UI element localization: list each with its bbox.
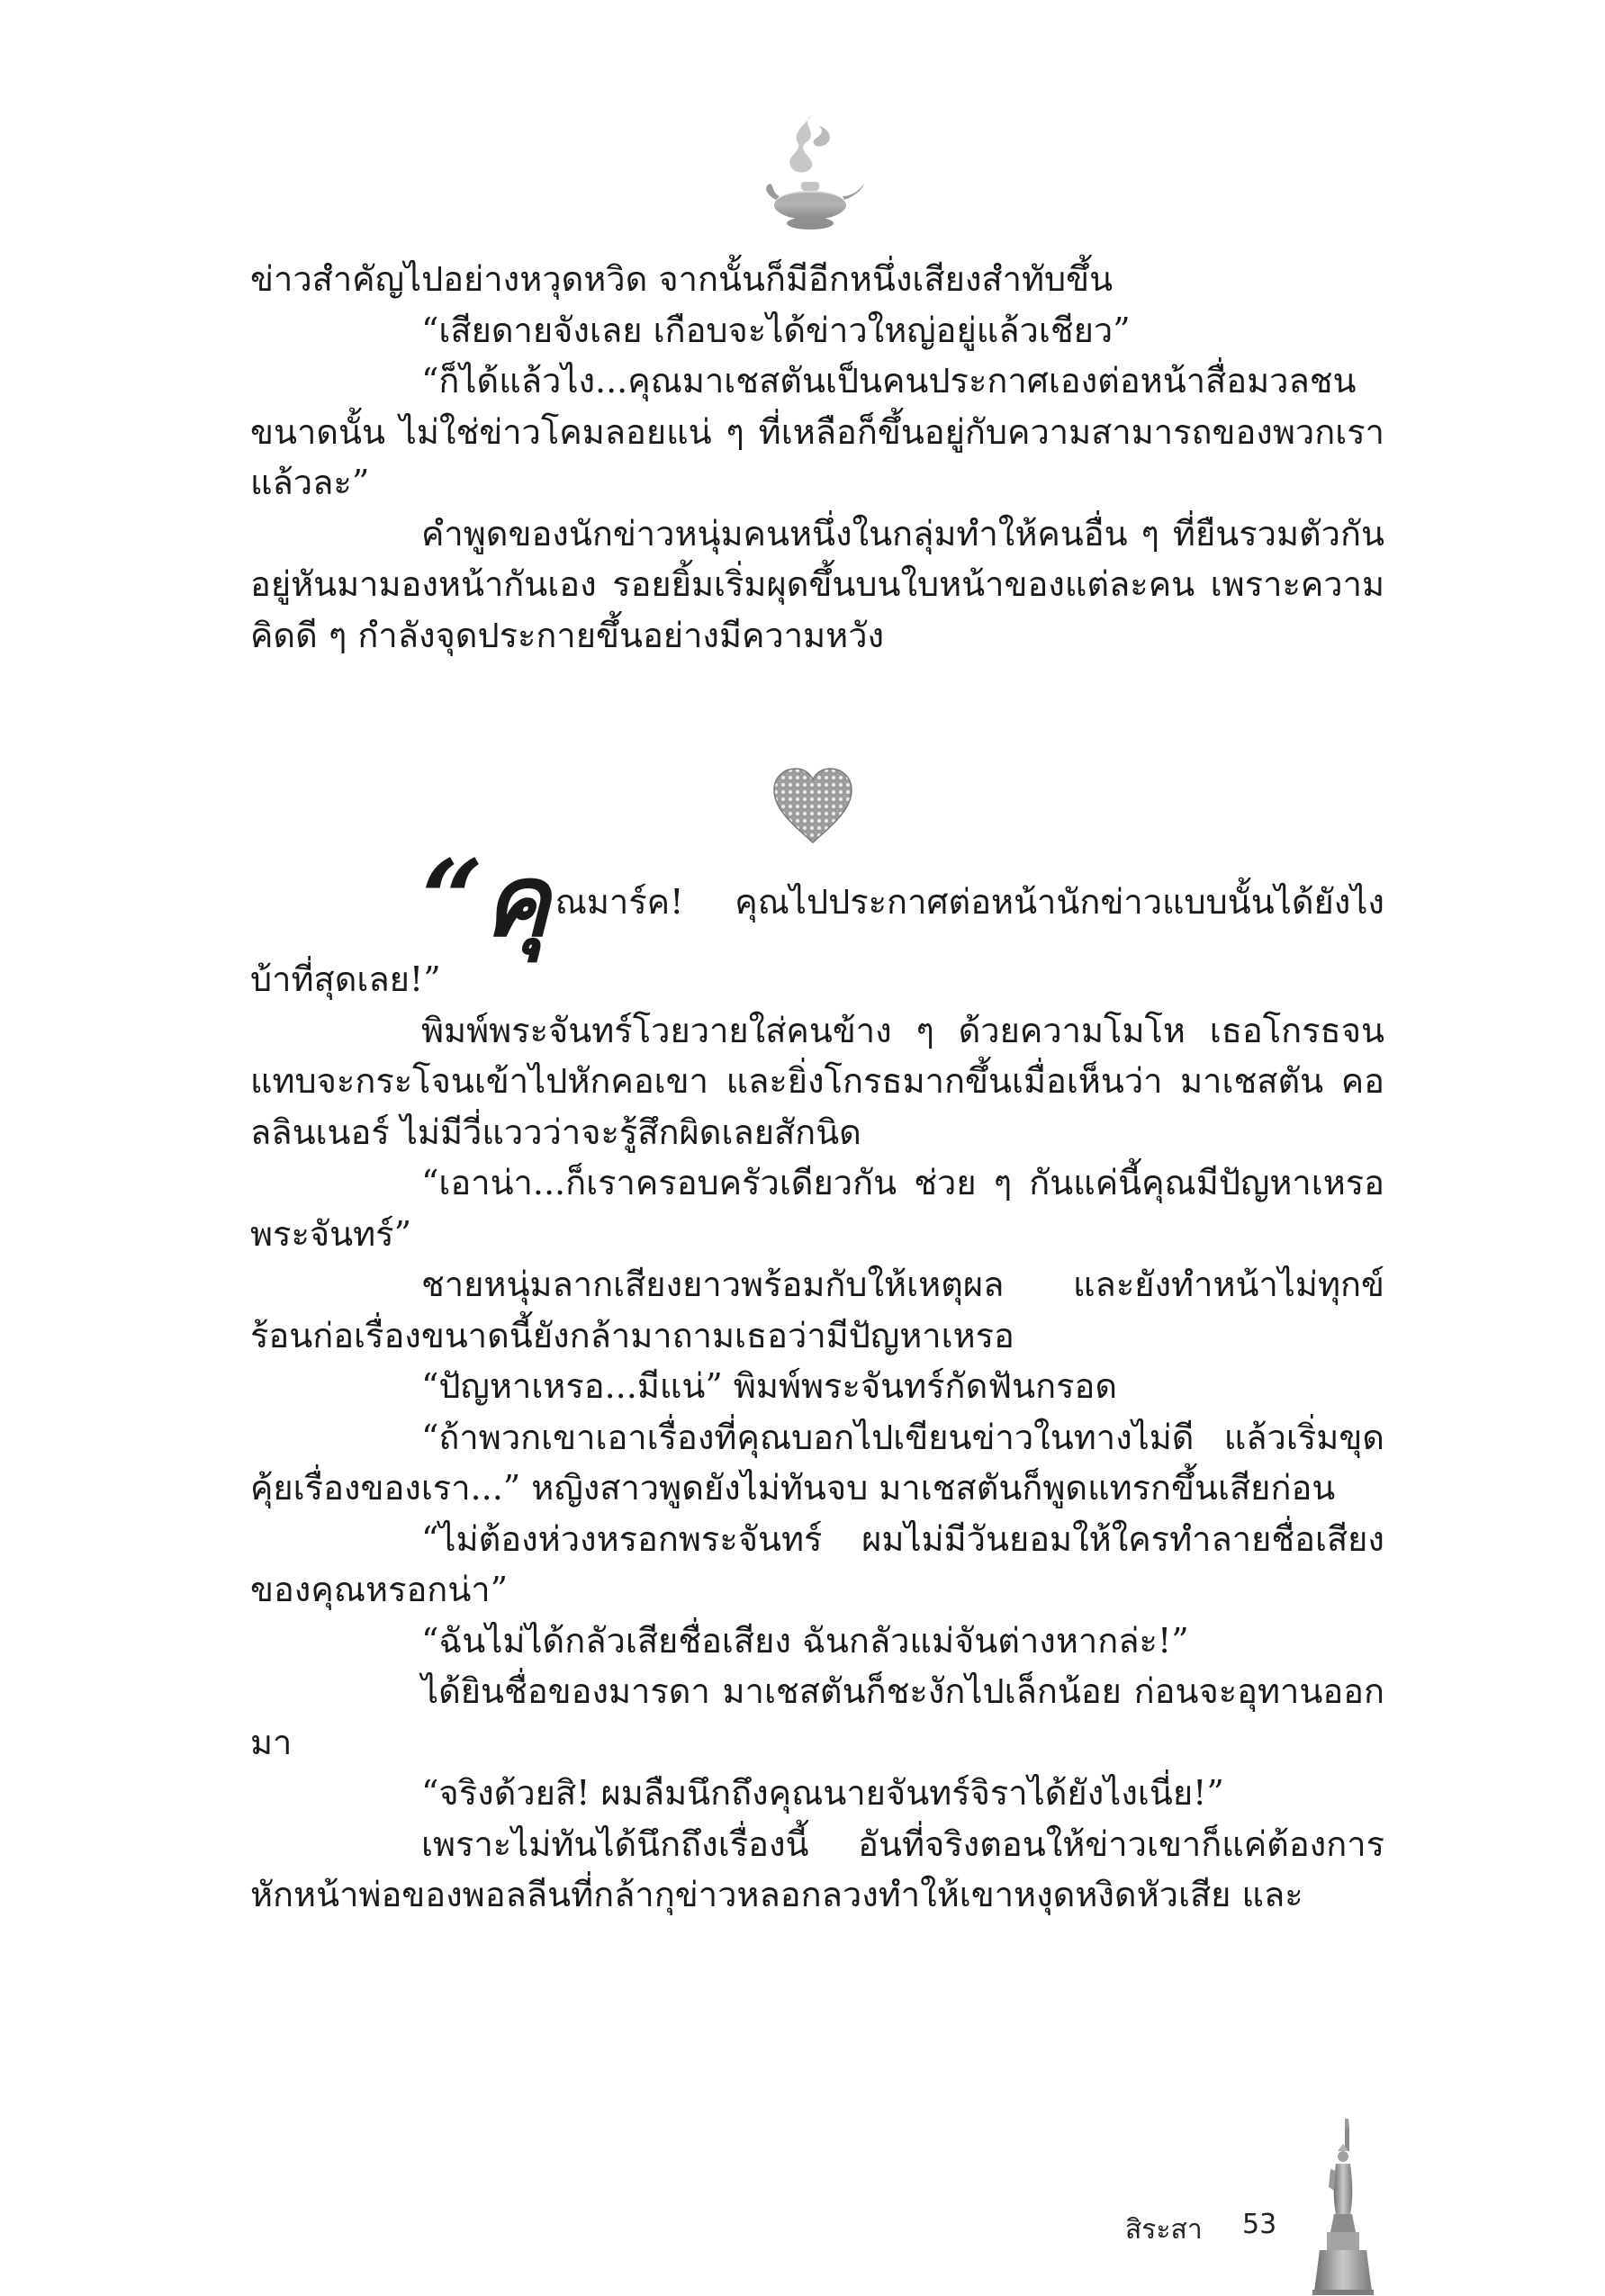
dropcap-rest-text: ณมาร์ค! คุณไปประกาศต่อหน้านักข่าวแบบนั้นได้ยังไง บ้าที่สุดเลย!”: [250, 882, 1384, 999]
top-text-block: [250, 254, 1384, 661]
genie-lamp-icon: [756, 106, 864, 241]
narration-paragraph: ชายหนุ่มลากเสียงยาวพร้อมกับให้เหตุผล และยังทำหน้าไม่ทุกข์ร้อนก่อเรื่องขนาดนี้ยังกล้ามาถามเธอว่ามีปัญหาเหรอ: [250, 1265, 1384, 1355]
heart-icon: [772, 767, 853, 844]
dialogue-paragraph: “ไม่ต้องห่วงหรอกพระจันทร์ ผมไม่มีวันยอมให้ใครทำลายชื่อเสียงของคุณหรอกน่า”: [250, 1518, 1384, 1609]
narration-paragraph: คำพูดของนักข่าวหนุ่มคนหนึ่งในกลุ่มทำให้คนอื่น ๆ ที่ยืนรวมตัวกันอยู่หันมามองหน้ากันเอง รอยยิ้มเริ่มผุดขึ้นบนใบหน้าของแต่ละคน เพราะความคิดดี ๆ กำลังจุดประกายขึ้นอย่างมีความหวัง: [250, 513, 1384, 655]
dialogue-paragraph: “เอาน่า...ก็เราครอบครัวเดียวกัน ช่วย ๆ กันแค่นี้คุณมีปัญหาเหรอพระจันทร์”: [250, 1163, 1384, 1254]
dropcap-quote-mark: “: [421, 836, 484, 963]
paragraph-continuation: ข่าวสำคัญไปอย่างหวุดหวิด จากนั้นก็มีอีกหนึ่งเสียงสำทับขึ้น: [250, 259, 1114, 299]
statue-of-liberty-icon: [1303, 2115, 1383, 2295]
narration-paragraph: พิมพ์พระจันทร์โวยวายใส่คนข้าง ๆ ด้วยความโมโห เธอโกรธจนแทบจะกระโจนเข้าไปหักคอเขา และยิ่งโกรธมากขึ้นเมื่อเห็นว่า มาเชสตัน คอลลินเนอร์ ไม่มีวี่แววว่าจะรู้สึกผิดเลยสักนิด: [250, 1010, 1384, 1152]
page-number: 53: [1242, 2209, 1277, 2240]
dropcap-paragraph: [250, 836, 1384, 1005]
dialogue-paragraph: “ฉันไม่ได้กลัวเสียชื่อเสียง ฉันกลัวแม่จันต่างหากล่ะ!”: [421, 1620, 1189, 1661]
dialogue-paragraph: “จริงด้วยสิ! ผมลืมนึกถึงคุณนายจันทร์จิราได้ยังไงเนี่ย!”: [421, 1773, 1224, 1813]
dialogue-paragraph: “เสียดายจังเลย เกือบจะได้ข่าวใหญ่อยู่แล้วเชียว”: [421, 310, 1131, 350]
dialogue-paragraph: “ปัญหาเหรอ...มีแน่” พิมพ์พระจันทร์กัดฟันกรอด: [421, 1366, 1118, 1406]
dropcap-letter: คุ: [483, 842, 550, 959]
bottom-text-block: [250, 836, 1384, 1921]
dialogue-paragraph: “ก็ได้แล้วไง...คุณมาเชสตันเป็นคนประกาศเองต่อหน้าสื่อมวลชนขนาดนั้น ไม่ใช่ข่าวโคมลอยแน่ ๆ ที่เหลือก็ขึ้นอยู่กับความสามารถของพวกเราแล้วละ”: [250, 361, 1384, 502]
dialogue-paragraph: “ถ้าพวกเขาเอาเรื่องที่คุณบอกไปเขียนข่าวในทางไม่ดี แล้วเริ่มขุดคุ้ยเรื่องของเรา...” หญิงสาวพูดยังไม่ทันจบ มาเชสตันก็พูดแทรกขึ้นเสียก่อน: [250, 1417, 1384, 1508]
page-footer: [1125, 2201, 1305, 2255]
narration-paragraph: เพราะไม่ทันได้นึกถึงเรื่องนี้ อันที่จริงตอนให้ข่าวเขาก็แค่ต้องการหักหน้าพ่อของพอลลีนที่กล้ากุข่าวหลอกลวงทำให้เขาหงุดหงิดหัวเสีย และ: [250, 1823, 1384, 1914]
narration-paragraph: ได้ยินชื่อของมารดา มาเชสตันก็ชะงักไปเล็กน้อย ก่อนจะอุทานออกมา: [250, 1671, 1384, 1762]
footer-book-title: สิระสา: [1125, 2214, 1203, 2246]
